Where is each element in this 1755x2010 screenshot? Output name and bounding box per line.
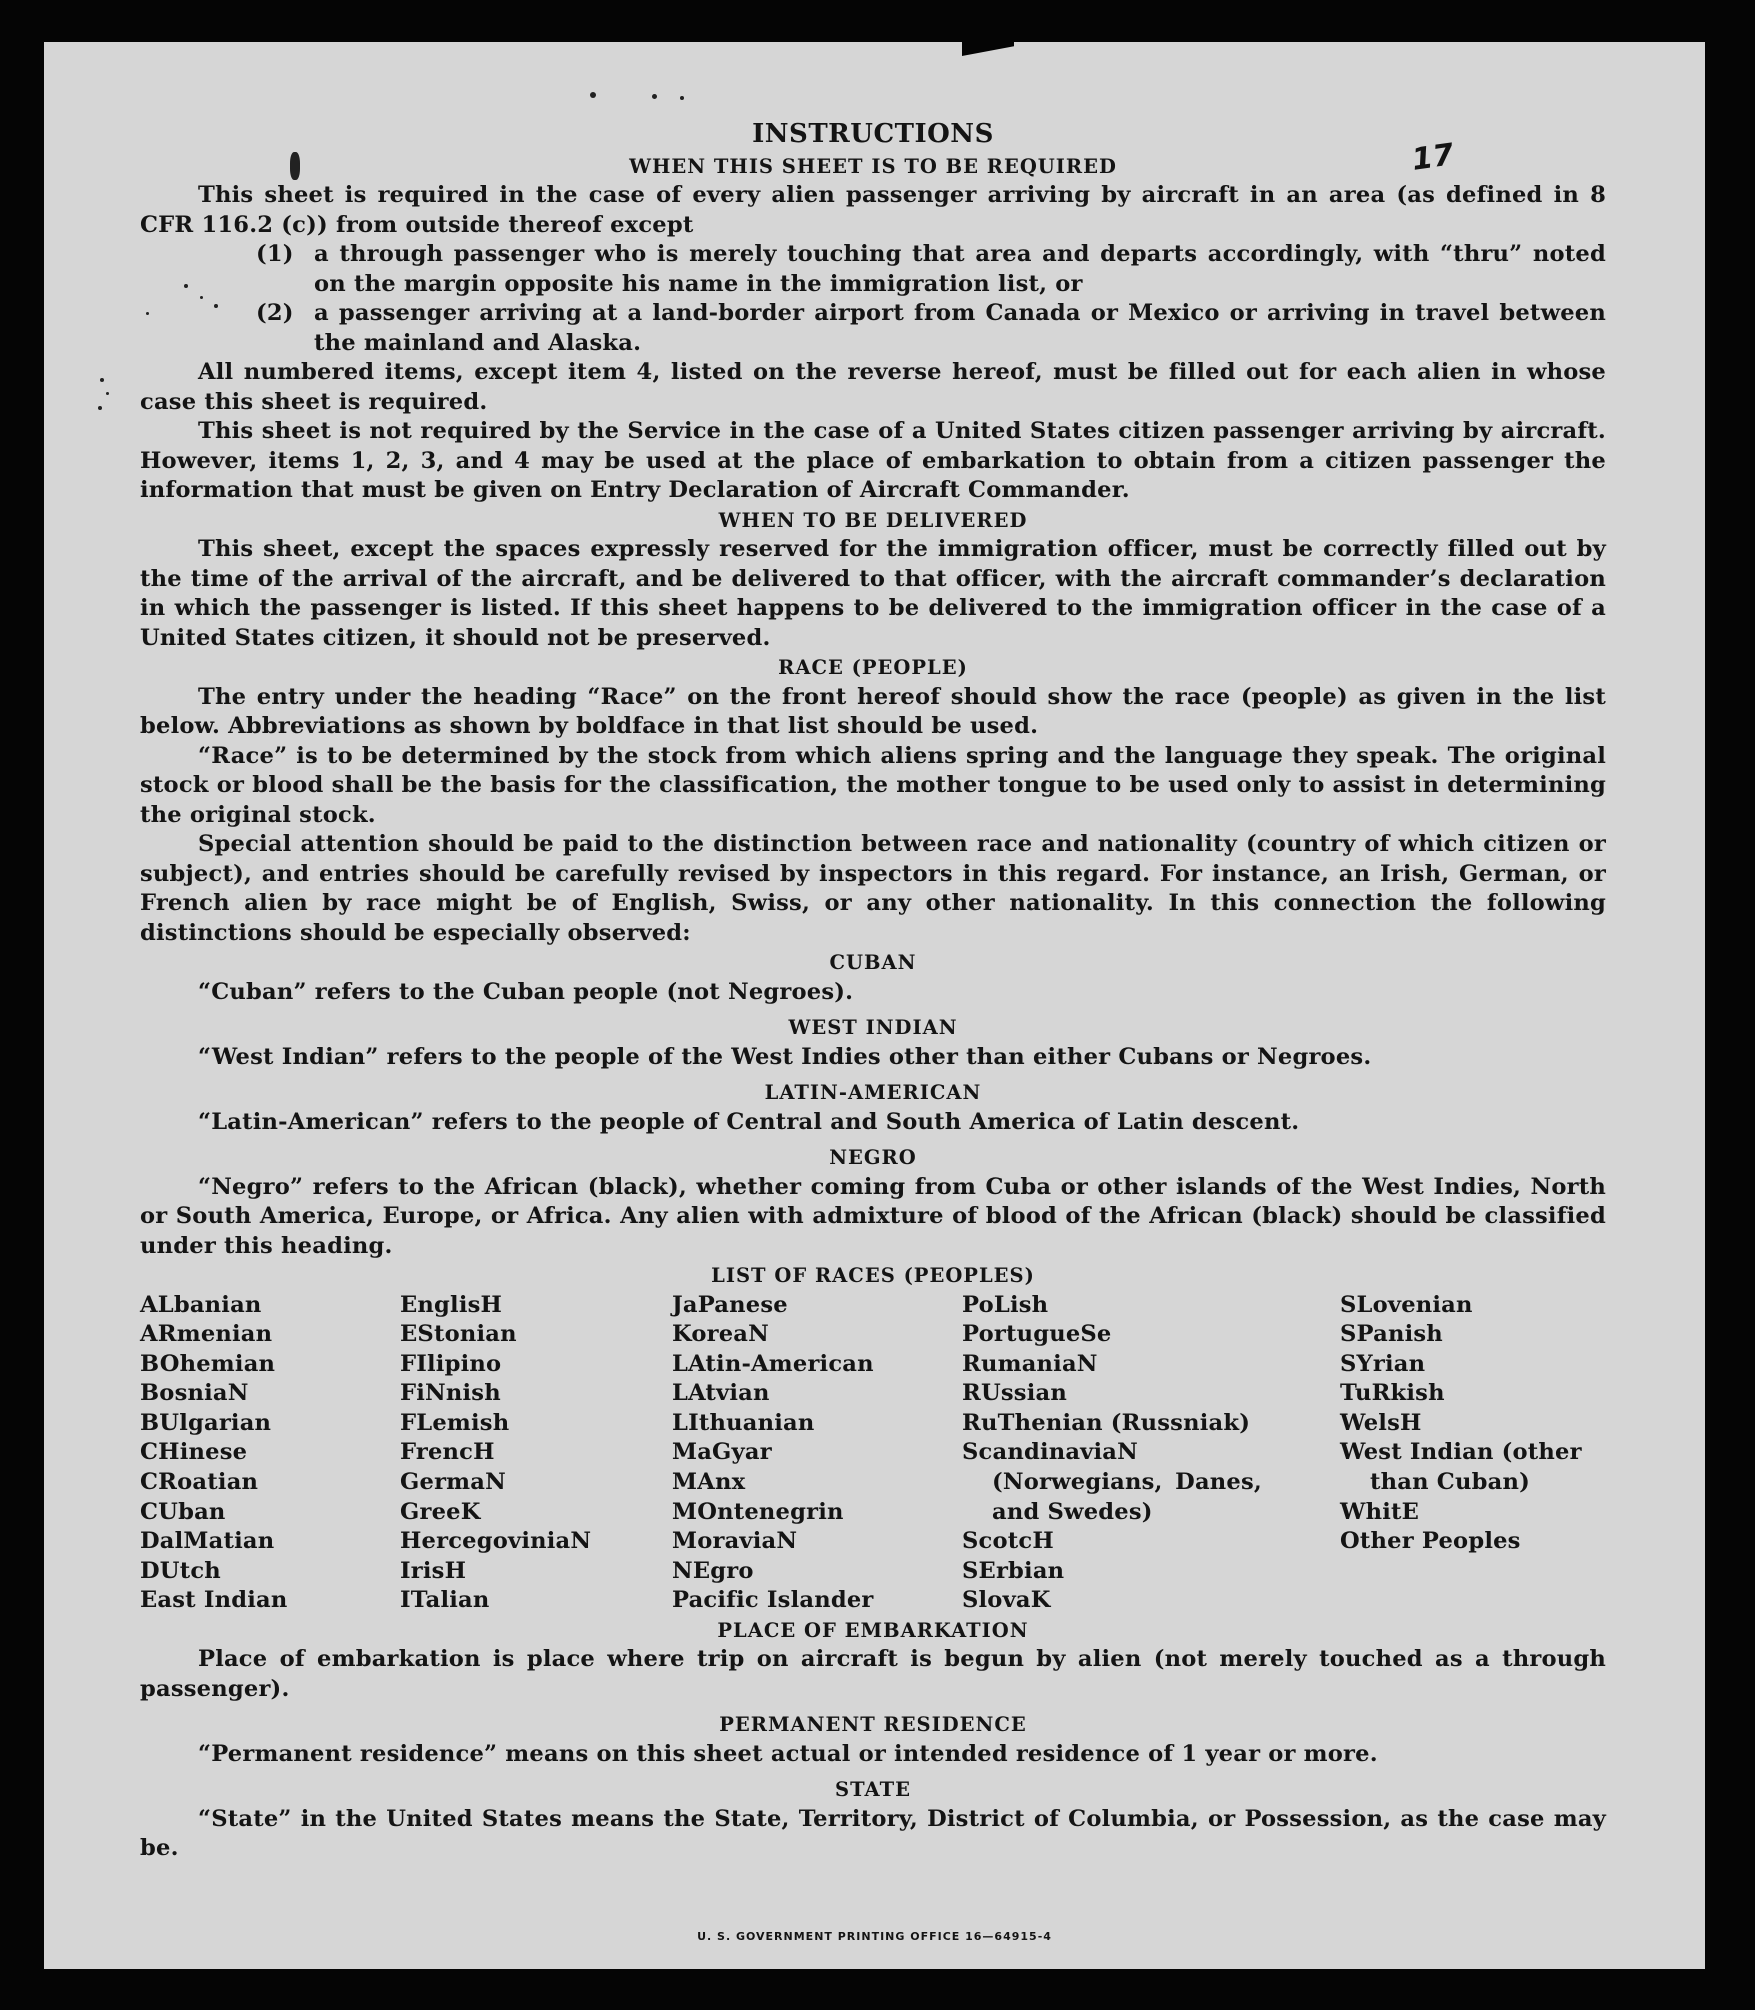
scan-speck	[98, 406, 102, 410]
heading-when-required: WHEN THIS SHEET IS TO BE REQUIRED	[629, 154, 1117, 178]
heading-negro: NEGRO	[829, 1146, 917, 1169]
race-entry: FIlipino	[400, 1350, 502, 1377]
place-of-embarkation-text: Place of embarkation is place where trip on aircraft is begun by alien (not merely touched as a through passenger).	[140, 1646, 1606, 1702]
race-entry: RuThenian (Russniak)	[962, 1409, 1251, 1436]
race-entry: Pacific Islander	[672, 1587, 874, 1614]
item-text: a passenger arriving at a land-border airport from Canada or Mexico or arriving in travel between the mainland and Alaska.	[314, 300, 1606, 356]
race-entry: CRoatian	[140, 1469, 259, 1496]
race-paragraph-1: The entry under the heading “Race” on the front hereof should show the race (people) as given in the list below. Abbreviations as shown by boldface in that list should be used.	[140, 683, 1606, 739]
item-number: (1)	[256, 241, 294, 267]
race-entry: East Indian	[140, 1587, 288, 1614]
page-title: INSTRUCTIONS	[752, 119, 994, 149]
race-entry: ScandinaviaN (Norwegians, Danes, and Swedes)	[962, 1439, 1262, 1525]
race-entry: FrencH	[400, 1439, 495, 1466]
race-entry: HercegoviniaN	[400, 1528, 592, 1555]
race-entry: EStonian	[400, 1321, 517, 1348]
scan-speck	[100, 378, 104, 382]
race-entry: MOntenegrin	[672, 1498, 844, 1525]
race-entry: LIthuanian	[672, 1409, 815, 1436]
state-text: “State” in the United States means the State, Territory, District of Columbia, or Possession, as the case may be.	[140, 1805, 1606, 1861]
when-required-intro: This sheet is required in the case of every alien passenger arriving by aircraft in an area (as defined in 8 CFR 116.2 (c)) from outside thereof except	[140, 182, 1606, 238]
race-entry: NEgro	[672, 1557, 754, 1584]
races-list	[140, 1291, 1606, 1616]
race-entry: MAnx	[672, 1469, 746, 1496]
race-entry: CHinese	[140, 1439, 248, 1466]
item-number: (2)	[256, 300, 294, 326]
heading-cuban: CUBAN	[829, 951, 917, 974]
race-entry: ARmenian	[140, 1321, 273, 1348]
race-entry: EnglisH	[400, 1291, 503, 1318]
document-page	[44, 42, 1705, 1969]
scan-speck	[652, 94, 657, 99]
race-entry: DUtch	[140, 1557, 221, 1584]
scan-speck	[680, 96, 684, 100]
numbered-items-paragraph: All numbered items, except item 4, listed on the reverse hereof, must be filled out for each alien in whose case this sheet is required.	[140, 359, 1606, 415]
races-column-4	[962, 1291, 1262, 1617]
race-entry: PoLish	[962, 1291, 1049, 1318]
race-paragraph-2: “Race” is to be determined by the stock from which aliens spring and the language they speak. The original stock or blood shall be the basis for the classification, the mother tongue to be used only to assist in determining the original stock.	[140, 742, 1606, 828]
race-entry: DalMatian	[140, 1528, 275, 1555]
race-entry: FiNnish	[400, 1380, 501, 1407]
race-entry: SErbian	[962, 1557, 1065, 1584]
race-entry: JaPanese	[672, 1291, 788, 1318]
torn-edge	[962, 42, 1014, 56]
permanent-residence-text: “Permanent residence” means on this sheet actual or intended residence of 1 year or more.	[198, 1740, 1378, 1767]
citizen-paragraph: This sheet is not required by the Service in the case of a United States citizen passenger arriving by aircraft. However, items 1, 2, 3, and 4 may be used at the place of embarkation to obtain from a citizen passenger the information that must be given on Entry Declaration of Aircraft Commander.	[140, 418, 1606, 503]
race-entry: WhitE	[1340, 1498, 1420, 1525]
race-entry: SLovenian	[1340, 1291, 1473, 1318]
race-entry: BOhemian	[140, 1350, 276, 1377]
races-column-5	[1340, 1291, 1606, 1557]
heading-permanent-residence: PERMANENT RESIDENCE	[719, 1713, 1027, 1736]
race-entry: BUlgarian	[140, 1409, 272, 1436]
race-entry: LAtin-American	[672, 1350, 874, 1377]
heading-west-indian: WEST INDIAN	[788, 1016, 958, 1039]
negro-definition: “Negro” refers to the African (black), whether coming from Cuba or other islands of the West Indies, North or South America, Europe, or Africa. Any alien with admixture of blood of the African (black) should be classified under this heading.	[140, 1173, 1606, 1259]
race-entry: BosniaN	[140, 1380, 249, 1407]
cuban-definition: “Cuban” refers to the Cuban people (not Negroes).	[198, 978, 854, 1005]
race-entry: IrisH	[400, 1557, 467, 1584]
race-entry: KoreaN	[672, 1321, 769, 1348]
handwritten-page-number: 17	[1409, 137, 1456, 178]
scan-speck	[590, 92, 596, 98]
race-entry: ScotcH	[962, 1528, 1054, 1555]
race-entry: CUban	[140, 1498, 226, 1525]
printer-footer: U. S. GOVERNMENT PRINTING OFFICE 16—64915-4	[697, 1930, 1052, 1943]
latin-american-definition: “Latin-American” refers to the people of Central and South America of Latin descent.	[198, 1108, 1300, 1135]
heading-place-of-embarkation: PLACE OF EMBARKATION	[717, 1618, 1029, 1642]
race-entry: FLemish	[400, 1409, 510, 1436]
race-entry: PortugueSe	[962, 1321, 1112, 1348]
races-column-2	[400, 1291, 660, 1617]
race-entry: ALbanian	[140, 1291, 262, 1318]
exception-item-1	[140, 240, 1606, 299]
heading-when-delivered: WHEN TO BE DELIVERED	[718, 508, 1028, 532]
races-column-1	[140, 1291, 390, 1617]
when-delivered-text: This sheet, except the spaces expressly reserved for the immigration officer, must be correctly filled out by the time of the arrival of the aircraft, and be delivered to that officer, with the aircraft commander’s declaration in which the passenger is listed. If this sheet happens to be delivered to the immigration officer in the case of a United States citizen, it should not be preserved.	[140, 536, 1606, 651]
race-entry: WelsH	[1340, 1409, 1422, 1436]
race-entry: ITalian	[400, 1587, 490, 1614]
heading-list-of-races: LIST OF RACES (PEOPLES)	[711, 1264, 1035, 1287]
race-entry: Other Peoples	[1340, 1528, 1521, 1555]
race-entry: SYrian	[1340, 1350, 1426, 1377]
race-entry: SPanish	[1340, 1321, 1443, 1348]
race-entry: GermaN	[400, 1469, 506, 1496]
heading-latin-american: LATIN-AMERICAN	[764, 1081, 982, 1104]
heading-race: RACE (PEOPLE)	[778, 656, 968, 679]
race-entry: MoraviaN	[672, 1528, 798, 1555]
exception-item-2	[140, 299, 1606, 358]
instructions-body	[140, 120, 1606, 1864]
race-entry: GreeK	[400, 1498, 481, 1525]
race-entry: RumaniaN	[962, 1350, 1098, 1377]
heading-state: STATE	[835, 1778, 911, 1801]
race-entry: LAtvian	[672, 1380, 770, 1407]
race-paragraph-3: Special attention should be paid to the distinction between race and nationality (country of which citizen or subject), and entries should be carefully revised by inspectors in this regard. For instance, an Irish, German, or French alien by race might be of English, Swiss, or any other nationality. In this connection the following distinctions should be especially observed:	[140, 831, 1606, 946]
race-entry: SlovaK	[962, 1587, 1051, 1614]
races-column-3	[672, 1291, 952, 1617]
item-text: a through passenger who is merely touching that area and departs accordingly, with “thru” noted on the margin opposite his name in the immigration list, or	[314, 241, 1606, 297]
race-entry: TuRkish	[1340, 1380, 1445, 1407]
scan-speck	[106, 392, 109, 395]
race-entry: RUssian	[962, 1380, 1067, 1407]
race-entry: MaGyar	[672, 1439, 772, 1466]
race-entry: West Indian (other than Cuban)	[1340, 1439, 1582, 1496]
west-indian-definition: “West Indian” refers to the people of the West Indies other than either Cubans or Negroes.	[198, 1043, 1372, 1070]
